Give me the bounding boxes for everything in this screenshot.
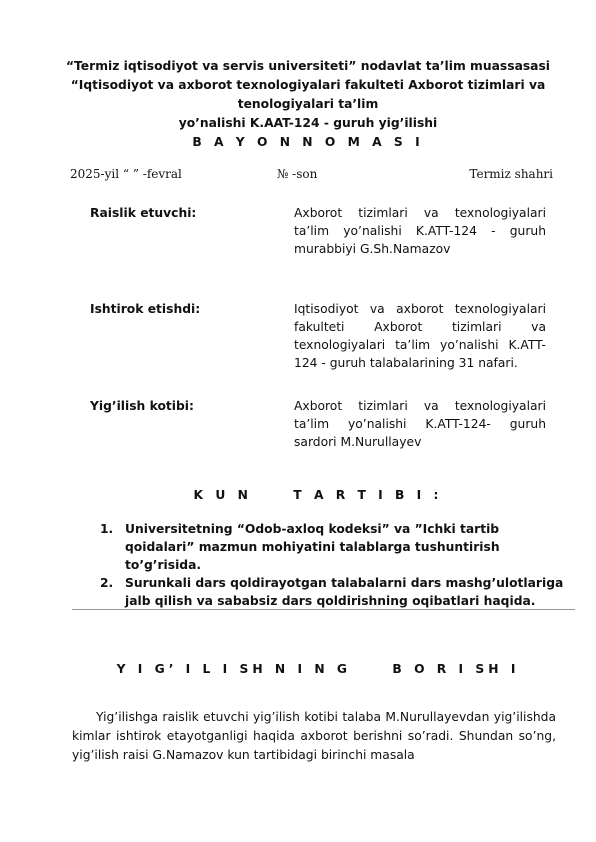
participants-label: Ishtirok etishdi: bbox=[90, 302, 201, 316]
meta-city: Termiz shahri bbox=[469, 167, 553, 181]
secretary-label: Yig’ilish kotibi: bbox=[90, 399, 194, 413]
meta-date: 2025-yil “ ” -fevral bbox=[70, 167, 182, 181]
participants-value: Iqtisodiyot va axborot texnologiyalari fakulteti Axborot tizimlari va texnologiyalari ta’lim yo’nalishi K.ATT-124 - guruh talabalarining 31 nafari. bbox=[294, 302, 546, 370]
agenda-item-number: 1. bbox=[100, 522, 114, 536]
proceedings-title: Y I G’ I L I SH N I N G B O R I SH I bbox=[116, 662, 520, 676]
agenda-item-number: 2. bbox=[100, 576, 114, 590]
document-header bbox=[40, 57, 576, 152]
document-meta bbox=[70, 167, 553, 187]
meta-number: № -son bbox=[277, 167, 318, 181]
header-line-1: “Termiz iqtisodiyot va servis universiteti” nodavlat ta’lim muassasasi bbox=[65, 59, 551, 73]
agenda-title: K U N T A R T I B I : bbox=[193, 488, 443, 502]
header-line-4: yo’nalishi K.AAT-124 - guruh yig’ilishi bbox=[178, 116, 438, 130]
chair-label: Raislik etuvchi: bbox=[90, 206, 197, 220]
header-line-3: tenologiyalari ta’lim bbox=[237, 97, 379, 111]
document-title: B A Y O N N O M A S I bbox=[192, 135, 424, 149]
agenda-item bbox=[100, 574, 570, 610]
section-divider bbox=[72, 609, 575, 610]
agenda-item bbox=[100, 520, 570, 574]
proceedings-paragraph: Yig’ilishga raislik etuvchi yig’ilish kotibi talaba M.Nurullayevdan yig’ilishda kimlar ishtirok etayotganligi haqida axborot berishni so’radi. Shundan so’ng, yig’ilish raisi G.Namazov kun tartibidagi birinchi masala bbox=[72, 710, 556, 762]
secretary-value: Axborot tizimlari va texnologiyalari ta’lim yo’nalishi K.ATT-124- guruh sardori M.Nurullayev bbox=[294, 399, 546, 449]
agenda-item-text: Universitetning “Odob-axloq kodeksi” va ”Ichki tartib qoidalari” mazmun mohiyatini talablarga tushuntirish to’g’risida. bbox=[125, 522, 500, 572]
chair-value: Axborot tizimlari va texnologiyalari ta’lim yo’nalishi K.ATT-124 - guruh murabbiyi G.Sh.Namazov bbox=[294, 206, 546, 256]
agenda-list bbox=[100, 520, 570, 610]
agenda-item-text: Surunkali dars qoldirayotgan talabalarni dars mashg’ulotlariga jalb qilish va sababsiz dars qoldirishning oqibatlari haqida. bbox=[125, 576, 564, 608]
header-line-2: “Iqtisodiyot va axborot texnologiyalari fakulteti Axborot tizimlari va bbox=[70, 78, 546, 92]
